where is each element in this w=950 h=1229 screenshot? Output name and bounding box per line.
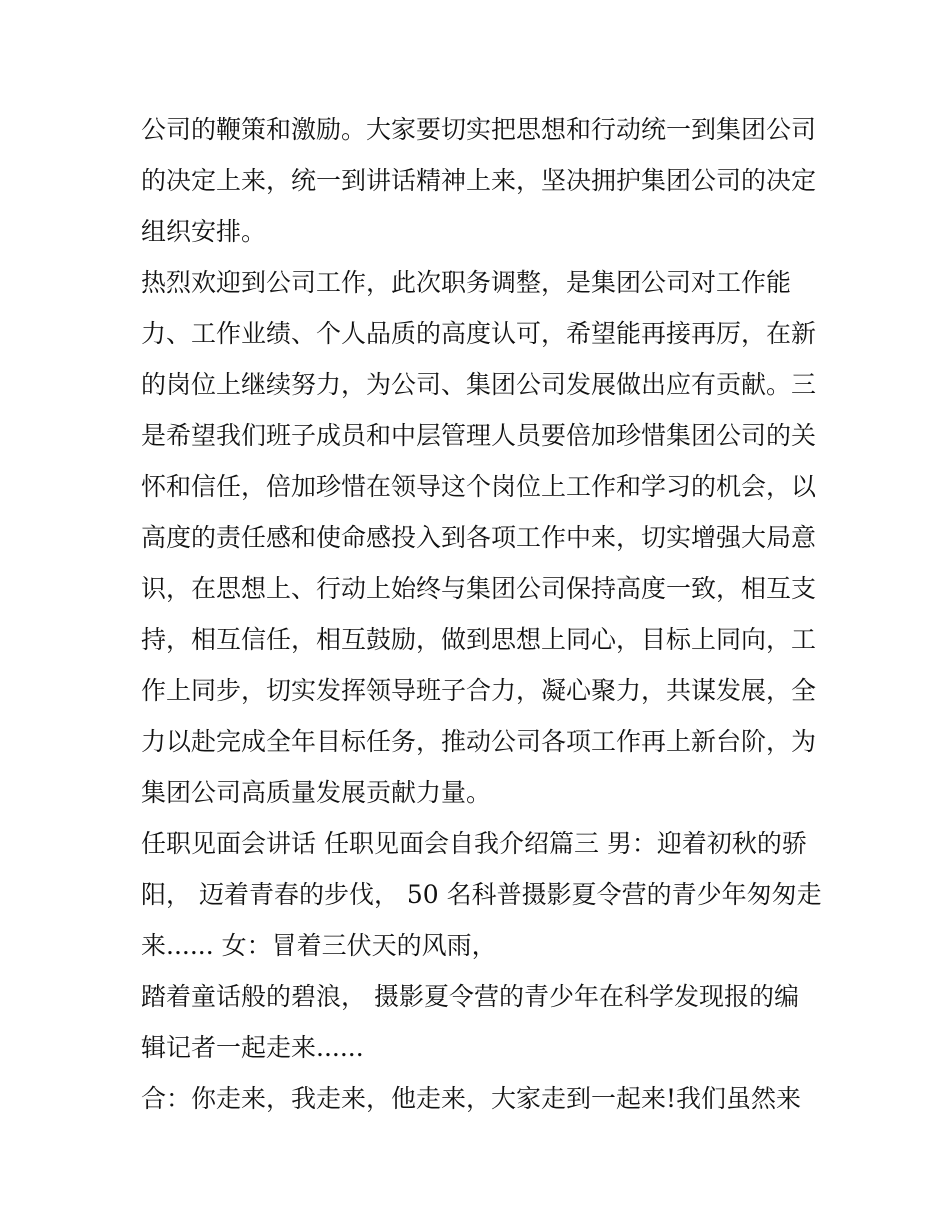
text-line: 是希望我们班子成员和中层管理人员要倍加珍惜集团公司的关 [141, 421, 817, 450]
text-line: 任职见面会讲话 任职见面会自我介绍篇三 男：迎着初秋的骄 [141, 829, 807, 858]
text-line: 高度的责任感和使命感投入到各项工作中来，切实增强大局意 [141, 523, 817, 552]
text-line: 的岗位上继续努力，为公司、集团公司发展做出应有贡献。三 [141, 370, 817, 399]
text-line: 辑记者一起走来...... [141, 1033, 364, 1062]
text-line: 持，相互信任，相互鼓励，做到思想上同心，目标上同向，工 [141, 625, 817, 654]
text-line: 力、工作业绩、个人品质的高度认可，希望能再接再厉，在新 [141, 319, 817, 348]
text-line: 公司的鞭策和激励。大家要切实把思想和行动统一到集团公司 [141, 115, 817, 144]
text-line: 踏着童话般的碧浪， 摄影夏令营的青少年在科学发现报的编 [141, 982, 799, 1011]
document-body [141, 104, 821, 1124]
text-line: 怀和信任，倍加珍惜在领导这个岗位上工作和学习的机会，以 [141, 472, 817, 501]
text-line: 来...... 女：冒着三伏天的风雨， [141, 931, 497, 960]
text-line: 合：你走来，我走来，他走来，大家走到一起来!我们虽然来 [141, 1084, 802, 1113]
text-line: 阳， 迈着青春的步伐， 50 名科普摄影夏令营的青少年匆匆走 [141, 880, 822, 909]
text-line: 作上同步，切实发挥领导班子合力，凝心聚力，共谋发展，全 [141, 676, 817, 705]
text-line: 热烈欢迎到公司工作，此次职务调整，是集团公司对工作能 [141, 268, 792, 297]
text-line: 识，在思想上、行动上始终与集团公司保持高度一致，相互支 [141, 574, 817, 603]
text-line: 的决定上来，统一到讲话精神上来，坚决拥护集团公司的决定 [141, 166, 817, 195]
text-line: 力以赴完成全年目标任务，推动公司各项工作再上新台阶，为 [141, 727, 817, 756]
text-line: 组织安排。 [141, 217, 267, 246]
text-line: 集团公司高质量发展贡献力量。 [141, 778, 492, 807]
